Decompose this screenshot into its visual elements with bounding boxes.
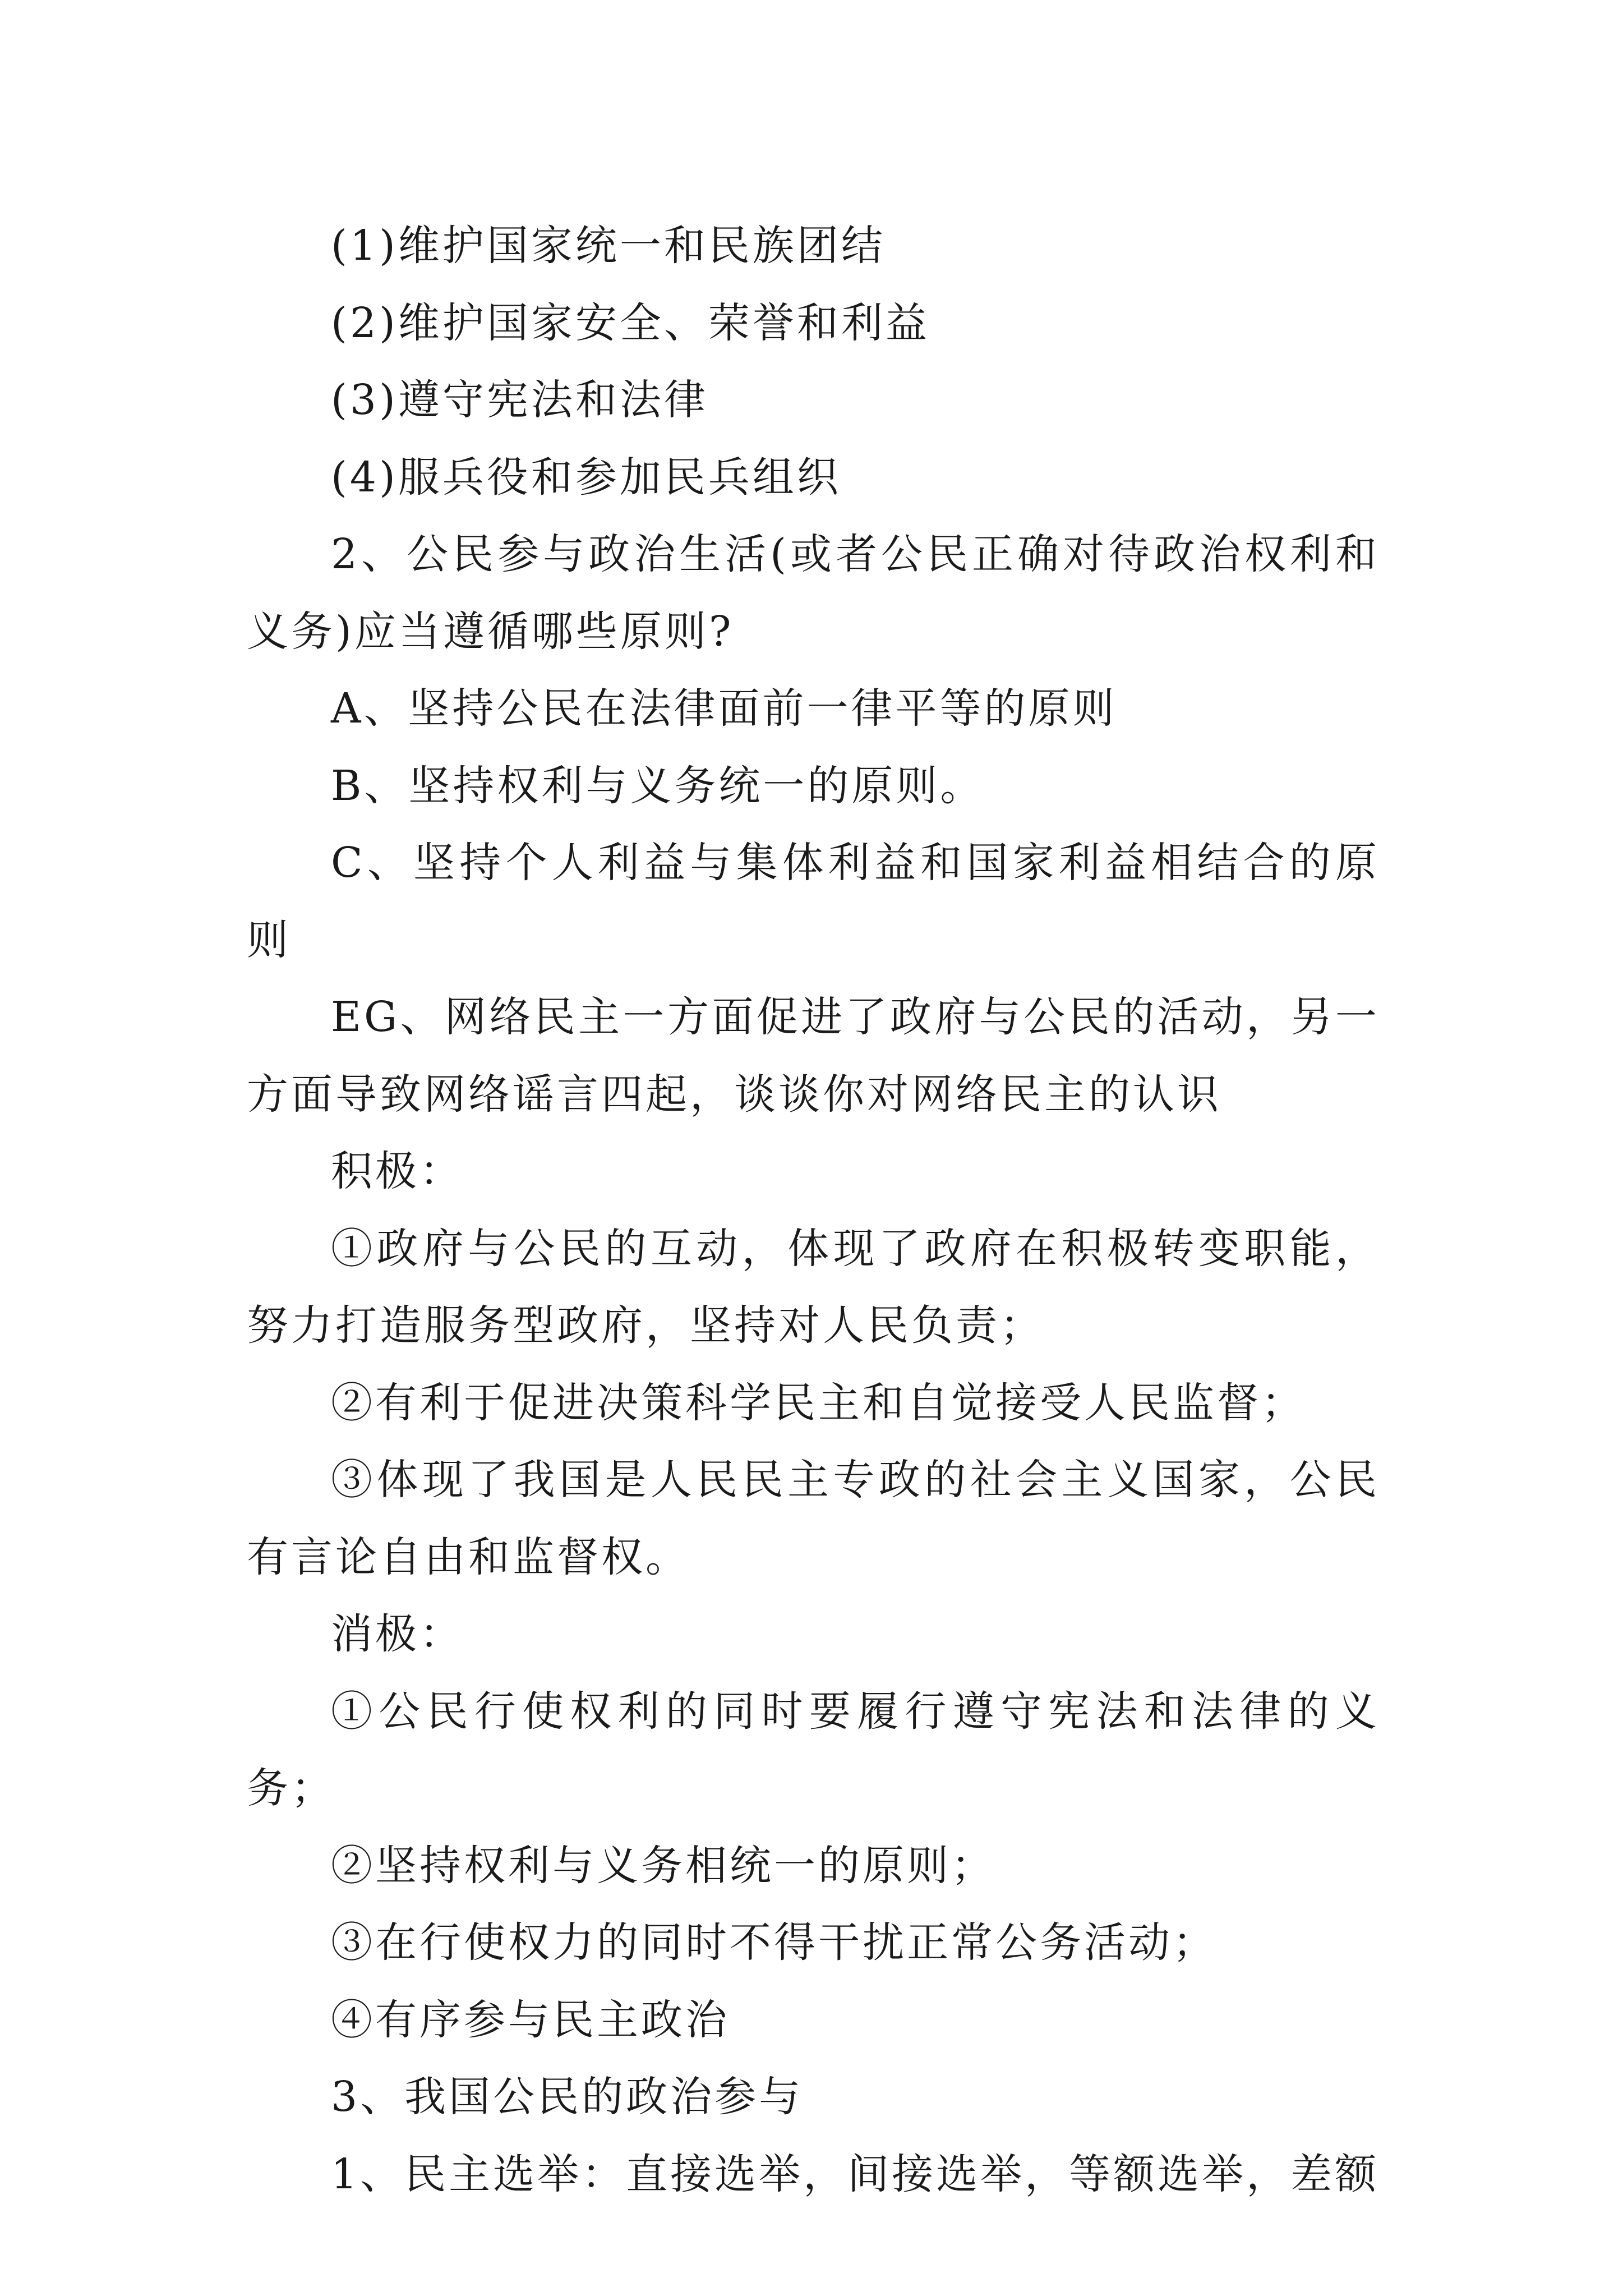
principle-b: B、坚持权利与义务统一的原则。 <box>331 761 985 810</box>
question-2-heading: 2、公民参与政治生活(或者公民正确对待政治权利和义务)应当遵循哪些原则? <box>247 530 1380 656</box>
positive-point-2: ②有利于促进决策科学民主和自觉接受人民监督； <box>331 1378 1306 1427</box>
example-question: EG、网络民主一方面促进了政府与公民的活动，另一方面导致网络谣言四起，谈谈你对网络民主的认识 <box>247 993 1380 1119</box>
paragraph-duty-1: (1)维护国家统一和民族团结 <box>331 222 886 270</box>
negative-heading: 消极： <box>331 1610 464 1658</box>
paragraph-duty-2: (2)维护国家安全、荣誉和利益 <box>331 298 930 347</box>
democratic-election: 1、民主选举：直接选举，间接选举，等额选举，差额 <box>331 2150 1380 2198</box>
positive-point-1: ①政府与公民的互动，体现了政府在积极转变职能，努力打造服务型政府，坚持对人民负责； <box>247 1224 1380 1350</box>
negative-point-2: ②坚持权利与义务相统一的原则； <box>331 1841 995 1890</box>
paragraph-duty-4: (4)服兵役和参加民兵组织 <box>331 453 841 501</box>
negative-point-4: ④有序参与民主政治 <box>331 1995 730 2044</box>
principle-c: C、坚持个人利益与集体利益和国家利益相结合的原则 <box>247 839 1380 964</box>
document-body <box>247 208 1380 2213</box>
paragraph-duty-3: (3)遵守宪法和法律 <box>331 376 708 424</box>
principle-a: A、坚持公民在法律面前一律平等的原则 <box>331 684 1117 733</box>
negative-point-1: ①公民行使权利的同时要履行遵守宪法和法律的义务； <box>247 1687 1380 1812</box>
section-3-heading: 3、我国公民的政治参与 <box>331 2073 804 2121</box>
positive-heading: 积极： <box>331 1147 464 1195</box>
positive-point-3: ③体现了我国是人民民主专政的社会主义国家，公民有言论自由和监督权。 <box>247 1456 1380 1581</box>
negative-point-3: ③在行使权力的同时不得干扰正常公务活动； <box>331 1918 1217 1967</box>
